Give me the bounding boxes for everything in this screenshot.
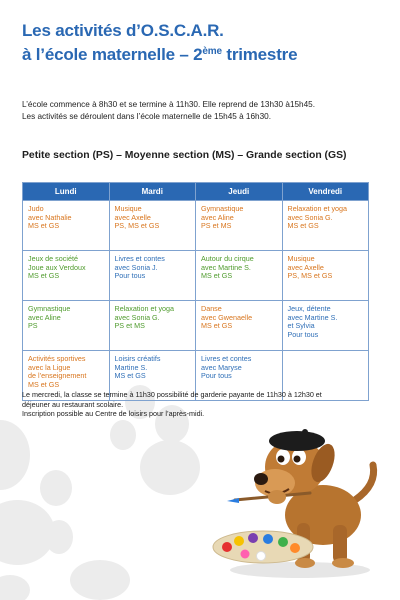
activity-line: Livres et contes bbox=[114, 254, 165, 263]
activity-line: Gymnastique bbox=[201, 204, 244, 213]
note-line-3: Inscription possible au Centre de loisirs pour l’après-midi. bbox=[22, 409, 205, 419]
activity-line: Martine S. bbox=[114, 362, 148, 372]
activity-line: Jeux de société bbox=[28, 254, 78, 263]
activity-line: PS bbox=[28, 321, 38, 331]
table-header-row bbox=[23, 183, 369, 201]
activity-line: avec Sonia G. bbox=[287, 212, 333, 222]
activity-line: PS, MS et GS bbox=[114, 221, 160, 231]
activity-line: Jeux, détente bbox=[287, 304, 331, 313]
column-header: Lundi bbox=[23, 183, 110, 201]
activity-line: MS et GS bbox=[287, 221, 319, 231]
activity-cell bbox=[23, 251, 110, 301]
activity-cell bbox=[196, 201, 283, 251]
activity-line: PS et MS bbox=[114, 321, 145, 331]
activity-cell bbox=[282, 301, 369, 351]
activity-cell bbox=[23, 301, 110, 351]
activity-line: PS, MS et GS bbox=[287, 271, 333, 281]
note-line-1: Le mercredi, la classe se termine à 11h30 possibilité de garderie payante de 11h30 à 12h30 et bbox=[22, 390, 322, 399]
activity-line: avec Martine S. bbox=[201, 262, 251, 272]
title-line-2: à l’école maternelle – 2ème trimestre bbox=[22, 45, 298, 64]
activity-line: avec Maryse bbox=[201, 362, 242, 372]
activity-line: avec Aline bbox=[28, 312, 61, 322]
column-header: Jeudi bbox=[196, 183, 283, 201]
activity-line: avec Martine S. bbox=[287, 312, 338, 322]
activity-line: avec Gwenaelle bbox=[201, 312, 253, 322]
activity-line: Musique bbox=[114, 204, 142, 213]
cartoon-dog-painter-icon bbox=[205, 405, 385, 580]
column-header: Vendredi bbox=[282, 183, 369, 201]
activity-cell bbox=[196, 251, 283, 301]
activity-line: Autour du cirque bbox=[201, 254, 254, 263]
activity-line: Joue aux Verdoux bbox=[28, 262, 86, 272]
activity-line: Pour tous bbox=[114, 271, 146, 281]
activity-line: avec Axelle bbox=[287, 262, 324, 272]
activity-cell bbox=[282, 251, 369, 301]
table-row bbox=[23, 301, 369, 351]
activity-line: avec Aline bbox=[201, 212, 234, 222]
activity-line: Relaxation et yoga bbox=[114, 304, 175, 313]
activity-line: avec la Ligue bbox=[28, 362, 71, 372]
activity-line: Pour tous bbox=[287, 329, 319, 339]
activity-line: PS et MS bbox=[201, 221, 232, 231]
table-row bbox=[23, 201, 369, 251]
activity-line: Danse bbox=[201, 304, 222, 313]
table-row bbox=[23, 251, 369, 301]
activity-cell bbox=[23, 201, 110, 251]
activity-cell bbox=[109, 251, 196, 301]
page-title bbox=[22, 20, 382, 65]
activity-line: Relaxation et yoga bbox=[287, 204, 348, 213]
activity-line: avec Nathalie bbox=[28, 212, 72, 222]
activity-line: Activités sportives bbox=[28, 354, 86, 363]
activities-table bbox=[22, 182, 369, 401]
title-line-1: Les activités d’O.S.C.A.R. bbox=[22, 21, 224, 40]
activity-cell bbox=[282, 201, 369, 251]
activity-line: Pour tous bbox=[201, 371, 232, 381]
activity-line: Livres et contes bbox=[201, 354, 252, 363]
activity-cell bbox=[196, 301, 283, 351]
activity-line: Gymnastique bbox=[28, 304, 71, 313]
intro-line-1: L’école commence à 8h30 et se termine à 11h30. Elle reprend de 13h30 à15h45. bbox=[22, 100, 315, 109]
note-line-2: déjeuner au restaurant scolaire. bbox=[22, 399, 124, 409]
activity-line: MS et GS bbox=[28, 271, 60, 281]
activity-line: Judo bbox=[28, 204, 44, 213]
activity-line: de l’enseignement bbox=[28, 371, 87, 381]
activity-line: Musique bbox=[287, 254, 315, 263]
activity-line: MS et GS bbox=[201, 271, 233, 281]
activity-cell bbox=[109, 301, 196, 351]
activity-line: MS et GS bbox=[114, 371, 146, 381]
activity-line: Loisirs créatifs bbox=[114, 354, 161, 363]
activity-line: MS et GS bbox=[28, 221, 60, 231]
sections-subtitle: Petite section (PS) – Moyenne section (MS) – Grande section (GS) bbox=[22, 150, 347, 161]
intro-line-2: Les activités se déroulent dans l’école maternelle de 15h45 à 16h30. bbox=[22, 111, 271, 121]
activity-line: avec Sonia G. bbox=[114, 312, 160, 322]
activity-line: avec Axelle bbox=[114, 212, 151, 222]
activity-line: avec Sonia J. bbox=[114, 262, 158, 272]
column-header: Mardi bbox=[109, 183, 196, 201]
activity-cell bbox=[109, 201, 196, 251]
activity-line: et Sylvia bbox=[287, 321, 315, 331]
activity-line: MS et GS bbox=[201, 321, 233, 331]
activity-line: MS et GS bbox=[28, 379, 60, 389]
schedule-intro bbox=[22, 99, 382, 122]
